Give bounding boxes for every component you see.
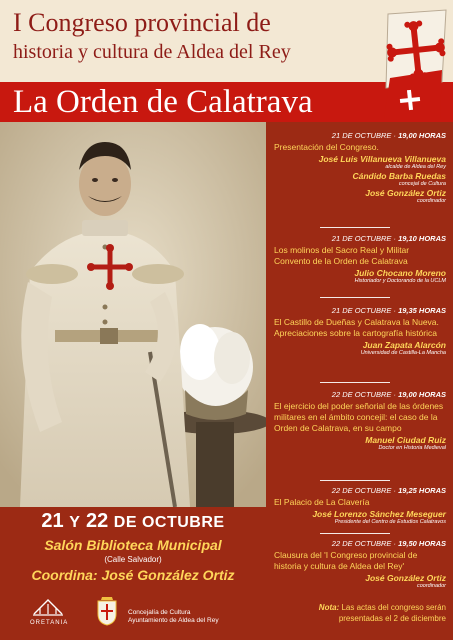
date-connector: Y [69, 514, 81, 531]
event-title: El Castillo de Dueñas y Calatrava la Nueva. Apreciaciones sobre la cartografía histórica [274, 317, 439, 338]
event-title: Presentación del Congreso. [274, 142, 379, 152]
oretania-logo-text: ORETANIA [30, 620, 69, 626]
event-separator [320, 297, 390, 298]
note-text: Las actas del congreso serán presentadas el 2 de diciembre [338, 603, 446, 623]
speaker-role: Doctor en Historia Medieval [378, 445, 446, 451]
speaker-role: coordinador [416, 198, 446, 204]
program-event [274, 306, 446, 356]
venue: Salón Biblioteca Municipal [44, 537, 222, 553]
speaker-role: coordinador [416, 583, 446, 589]
council-line2: Ayuntamiento de Aldea del Rey [128, 617, 219, 624]
speaker-name: Julio Chocano Moreno [354, 268, 446, 278]
program-event [274, 131, 446, 204]
speaker-name: Juan Zapata Alarcón [362, 340, 446, 350]
event-separator [320, 533, 390, 534]
speaker-role: alcalde de Aldea del Rey [385, 164, 446, 170]
event-datetime: 22 DE OCTUBRE · 19,50 HORAS [331, 539, 446, 548]
program-event [274, 390, 446, 451]
speaker-role: Presidente del Centro de Estudios Calatravos [334, 519, 446, 525]
historical-portrait-photo [0, 122, 266, 507]
event-separator [320, 382, 390, 383]
header [0, 0, 453, 122]
coordinator-line: Coordina: José González Ortiz [31, 567, 235, 583]
event-datetime: 21 DE OCTUBRE · 19,10 HORAS [331, 234, 446, 243]
oretania-logo-icon [32, 596, 64, 618]
date-day2: 22 [85, 510, 109, 532]
event-title: El Palacio de La Clavería [274, 497, 370, 507]
speaker-name: Cándido Barba Ruedas [352, 171, 446, 181]
event-dates [0, 510, 266, 533]
sponsor-logos [0, 592, 266, 640]
event-datetime: 22 DE OCTUBRE · 19,00 HORAS [331, 390, 446, 399]
event-datetime: 21 DE OCTUBRE · 19,00 HORAS [331, 131, 446, 140]
event-separator [320, 227, 390, 228]
speaker-name: José Luis Villanueva Villanueva [318, 154, 446, 164]
program-event [274, 234, 446, 284]
congress-title-line2: historia y cultura de Aldea del Rey [13, 41, 291, 63]
event-datetime: 22 DE OCTUBRE · 19,25 HORAS [331, 486, 446, 495]
event-title: Clausura del 'I Congreso provincial de historia y cultura de Aldea del Rey' [274, 550, 418, 571]
speaker-name: José Lorenzo Sánchez Meseguer [312, 509, 446, 519]
footer-note [274, 602, 446, 624]
calatrava-flag-icon [380, 8, 450, 118]
council-line1: Concejalía de Cultura [128, 609, 191, 616]
speaker-name: José González Ortiz [365, 573, 446, 583]
date-month: DE OCTUBRE [113, 514, 225, 531]
event-separator [320, 480, 390, 481]
speaker-role: Historiador y Doctorando de la UCLM [354, 278, 446, 284]
congress-title-line1: I Congreso provincial de [13, 8, 271, 37]
program-event [274, 486, 446, 525]
council-logo-text [128, 609, 219, 625]
speaker-role: concejal de Cultura [398, 181, 446, 187]
program-event [274, 539, 446, 589]
event-title: Los molinos del Sacro Real y Militar Convento de la Orden de Calatrava [274, 245, 410, 266]
speaker-name: Manuel Ciudad Ruiz [365, 435, 446, 445]
event-datetime: 21 DE OCTUBRE · 19,35 HORAS [331, 306, 446, 315]
date-day1: 21 [41, 510, 64, 532]
main-title: La Orden de Calatrava [13, 84, 313, 120]
town-coat-of-arms-icon [96, 596, 118, 626]
speaker-name: José González Ortiz [365, 188, 446, 198]
venue-street: (Calle Salvador) [104, 555, 162, 564]
note-label: Nota: [318, 603, 340, 612]
speaker-role: Universidad de Castilla-La Mancha [360, 350, 446, 356]
event-title: El ejercicio del poder señorial de las órdenes militares en el ámbito concejil: el caso de la Orden de Calatrava, en su campo [274, 401, 444, 433]
